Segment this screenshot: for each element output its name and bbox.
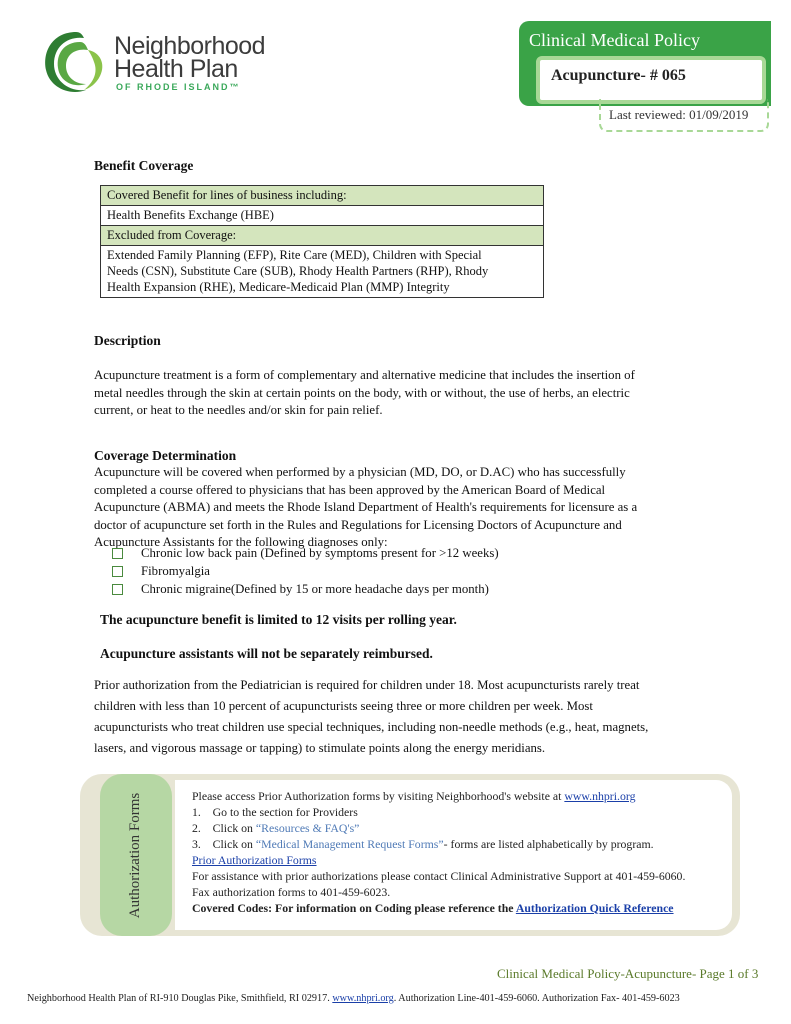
coverage-line: doctor of acupuncture set forth in the Rules and Regulations for Licensing Doctors of Acupuncture and: [94, 517, 622, 532]
auth-codes: [192, 901, 674, 916]
medical-management-forms-link[interactable]: “Medical Management Request Forms”: [255, 837, 444, 851]
step-number: 1.: [192, 805, 201, 819]
step-text: Click on: [212, 837, 256, 851]
assistants-text: Acupuncture assistants will not be separately reimbursed.: [100, 646, 433, 661]
last-reviewed: Last reviewed: 01/09/2019: [609, 107, 749, 122]
footer-page-label: Clinical Medical Policy-Acupuncture- Page 1 of 3: [497, 966, 759, 981]
step-number: 3.: [192, 837, 201, 851]
excluded-header: Excluded from Coverage:: [101, 226, 543, 246]
step-text: Click on: [212, 821, 256, 835]
checkbox-icon: [112, 584, 123, 595]
coverage-line: Acupuncture Assistants for the following diagnoses only:: [94, 535, 388, 549]
authorization-quick-reference-link[interactable]: Authorization Quick Reference: [515, 901, 674, 915]
logo-line1: Neighborhood: [114, 32, 266, 60]
step-text: - forms are listed alphabetically by program.: [443, 837, 654, 851]
auth-assist: For assistance with prior authorizations please contact Clinical Administrative Support at 401-459-6060.: [192, 869, 686, 883]
auth-fax: Fax authorization forms to 401-459-6023.: [192, 885, 391, 899]
footer-nhpri-link[interactable]: www.nhpri.org: [332, 993, 394, 1004]
excluded-line: Health Expansion (RHE), Medicare-Medicaid Plan (MMP) Integrity: [107, 280, 450, 294]
checkbox-icon: [112, 548, 123, 559]
description-text: [94, 367, 694, 420]
checkbox-icon: [112, 566, 123, 577]
resources-faq-link[interactable]: “Resources & FAQ's”: [255, 821, 360, 835]
coverage-table: [100, 185, 544, 298]
logo-subtitle: OF RHODE ISLAND™: [116, 82, 241, 92]
excluded-line: Extended Family Planning (EFP), Rite Care (MED), Children with Special: [107, 248, 482, 262]
description-line: current, or heat to the needles and/or skin for pain relief.: [94, 403, 383, 417]
step-number: 2.: [192, 821, 201, 835]
diagnosis-label: Fibromyalgia: [141, 564, 210, 578]
benefit-coverage-heading: Benefit Coverage: [94, 158, 194, 173]
description-line: metal needles through the skin at certain points on the body, with or without, the use of herbs, an electric: [94, 385, 630, 400]
footer-address: [27, 993, 680, 1004]
footer-contact-text: . Authorization Line-401-459-6060. Authorization Fax- 401-459-6023: [393, 993, 680, 1004]
logo-arcs-icon: [40, 26, 112, 98]
auth-pa-forms: [192, 853, 317, 868]
auth-step-2: [192, 821, 359, 836]
prior-authorization-forms-link[interactable]: Prior Authorization Forms: [192, 853, 317, 867]
coverage-line: completed a course offered to physicians that has been approved by the American Board of Medical: [94, 482, 606, 497]
logo-line2: Health Plan: [114, 55, 238, 83]
diagnosis-item: [112, 546, 499, 561]
prior-line: lasers, and vigorous massage or tapping) to stimulate points along the energy meridians.: [94, 741, 546, 755]
pediatric-prior-auth-text: [94, 675, 704, 759]
prior-line: acupuncturists who treat children use special techniques, including non-needle methods (e.g., heat, magnets,: [94, 720, 649, 734]
auth-intro-text: Please access Prior Authorization forms by visiting Neighborhood's website at: [192, 789, 565, 803]
authorization-tab-text: Authorization Forms: [127, 792, 144, 918]
covered-value: Health Benefits Exchange (HBE): [101, 206, 543, 226]
codes-label: Covered Codes: For information on Coding please reference the: [192, 901, 516, 915]
excluded-value: [101, 246, 543, 297]
policy-name: Acupuncture- # 065: [551, 67, 686, 84]
nhpri-logo: [40, 26, 280, 106]
auth-intro: [192, 789, 635, 804]
prior-line: Prior authorization from the Pediatrician is required for children under 18. Most acupuncturists rarely treat: [94, 678, 640, 692]
coverage-line: Acupuncture (ABMA) and meets the Rhode Island Department of Health's requirements for licensure as a: [94, 500, 638, 514]
diagnosis-item: [112, 564, 210, 579]
diagnosis-label: Chronic migraine(Defined by 15 or more headache days per month): [141, 582, 489, 596]
diagnosis-label: Chronic low back pain (Defined by symptoms present for >12 weeks): [141, 546, 499, 560]
excluded-line: Needs (CSN), Substitute Care (SUB), Rhody Health Partners (RHP), Rhody: [107, 264, 489, 278]
diagnosis-item: [112, 582, 489, 597]
step-text: Go to the section for Providers: [212, 805, 358, 819]
nhpri-link[interactable]: www.nhpri.org: [564, 789, 636, 803]
auth-step-1: [192, 805, 358, 820]
coverage-text: [94, 464, 694, 552]
footer-address-text: Neighborhood Health Plan of RI-910 Douglas Pike, Smithfield, RI 02917.: [27, 993, 333, 1004]
coverage-determination-heading: Coverage Determination: [94, 448, 237, 463]
auth-step-3: [192, 837, 654, 852]
prior-line: children with less than 10 percent of acupuncturists seeing three or more children per week. Most: [94, 699, 593, 713]
authorization-tab-label: [100, 774, 172, 936]
description-heading: Description: [94, 333, 161, 348]
description-line: Acupuncture treatment is a form of complementary and alternative medicine that includes the insertion of: [94, 368, 635, 382]
policy-category: Clinical Medical Policy: [529, 30, 700, 50]
covered-header: Covered Benefit for lines of business including:: [101, 186, 543, 206]
coverage-line: Acupuncture will be covered when performed by a physician (MD, DO, or D.AC) who has successfully: [94, 465, 626, 479]
visit-limit-text: The acupuncture benefit is limited to 12 visits per rolling year.: [100, 612, 457, 627]
